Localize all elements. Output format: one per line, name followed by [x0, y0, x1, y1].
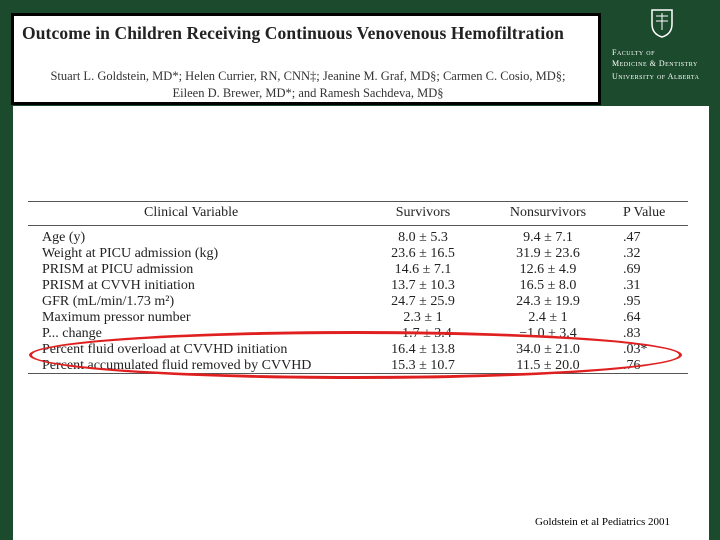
header-p-value: P Value — [623, 205, 666, 220]
row-survivors: 2.3 ± 1 — [403, 310, 443, 325]
paper-header-box — [11, 13, 601, 105]
row-survivors: 24.7 ± 25.9 — [391, 294, 455, 309]
row-p-value: .03* — [623, 342, 648, 357]
row-variable: PRISM at CVVH initiation — [42, 278, 195, 293]
row-variable: PRISM at PICU admission — [42, 262, 194, 277]
row-variable: P... change — [42, 326, 102, 341]
table-row — [28, 262, 688, 278]
row-nonsurvivors: 31.9 ± 23.6 — [516, 246, 580, 261]
row-survivors: 8.0 ± 5.3 — [398, 230, 448, 245]
row-nonsurvivors: 34.0 ± 21.0 — [516, 342, 580, 357]
row-nonsurvivors: 9.4 ± 7.1 — [523, 230, 573, 245]
paper-authors — [22, 68, 594, 102]
authors-line-1: Stuart L. Goldstein, MD*; Helen Currier, RN, CNN‡; Jeanine M. Graf, MD§; Carmen C. Cosio, MD§; — [50, 69, 566, 83]
row-p-value: .31 — [623, 278, 641, 293]
row-nonsurvivors: 11.5 ± 20.0 — [516, 358, 580, 373]
row-p-value: .76 — [623, 358, 641, 373]
row-variable: Weight at PICU admission (kg) — [42, 246, 219, 261]
row-nonsurvivors: 12.6 ± 4.9 — [519, 262, 577, 277]
row-p-value: .64 — [623, 310, 641, 325]
row-p-value: .95 — [623, 294, 641, 309]
row-variable: Percent accumulated fluid removed by CVVHD — [42, 358, 312, 373]
row-nonsurvivors: −1.0 ± 3.4 — [519, 326, 577, 341]
logo-line-3: University of Alberta — [612, 72, 700, 81]
row-variable: Age (y) — [42, 230, 86, 245]
row-p-value: .32 — [623, 246, 641, 261]
row-p-value: .47 — [623, 230, 641, 245]
table-row — [28, 294, 688, 310]
header-survivors: Survivors — [395, 205, 451, 220]
row-nonsurvivors: 2.4 ± 1 — [528, 310, 568, 325]
university-logo — [612, 8, 712, 88]
row-variable: GFR (mL/min/1.73 m²) — [42, 294, 175, 309]
row-p-value: .83 — [623, 326, 641, 341]
row-survivors: 13.7 ± 10.3 — [391, 278, 455, 293]
table-header-row — [28, 205, 688, 221]
logo-line-2: Medicine & Dentistry — [612, 59, 698, 68]
slide-content — [13, 106, 709, 540]
table-header-rule — [28, 225, 688, 226]
crest-icon — [650, 8, 674, 38]
row-survivors: 16.4 ± 13.8 — [391, 342, 455, 357]
row-variable: Maximum pressor number — [42, 310, 191, 325]
paper-title: Outcome in Children Receiving Continuous Venovenous Hemofiltration — [22, 23, 565, 43]
right-border — [709, 106, 720, 540]
table-row — [28, 246, 688, 262]
highlight-ellipse — [29, 331, 682, 379]
authors-line-2: Eileen D. Brewer, MD*; and Ramesh Sachdeva, MD§ — [172, 86, 444, 100]
table-top-rule — [28, 201, 688, 202]
row-survivors: −1.7 ± 3.4 — [394, 326, 452, 341]
row-nonsurvivors: 24.3 ± 19.9 — [516, 294, 580, 309]
row-p-value: .69 — [623, 262, 641, 277]
logo-line-1: Faculty of — [612, 48, 655, 57]
row-survivors: 23.6 ± 16.5 — [391, 246, 455, 261]
table-row — [28, 230, 688, 246]
row-variable: Percent fluid overload at CVVHD initiation — [42, 342, 288, 357]
header-clinical-variable: Clinical Variable — [144, 205, 239, 220]
citation: Goldstein et al Pediatrics 2001 — [535, 516, 671, 528]
row-survivors: 14.6 ± 7.1 — [394, 262, 452, 277]
header-nonsurvivors: Nonsurvivors — [509, 205, 587, 220]
row-survivors: 15.3 ± 10.7 — [391, 358, 455, 373]
left-border — [0, 106, 13, 540]
table-row — [28, 310, 688, 326]
table-row — [28, 278, 688, 294]
row-nonsurvivors: 16.5 ± 8.0 — [519, 278, 577, 293]
